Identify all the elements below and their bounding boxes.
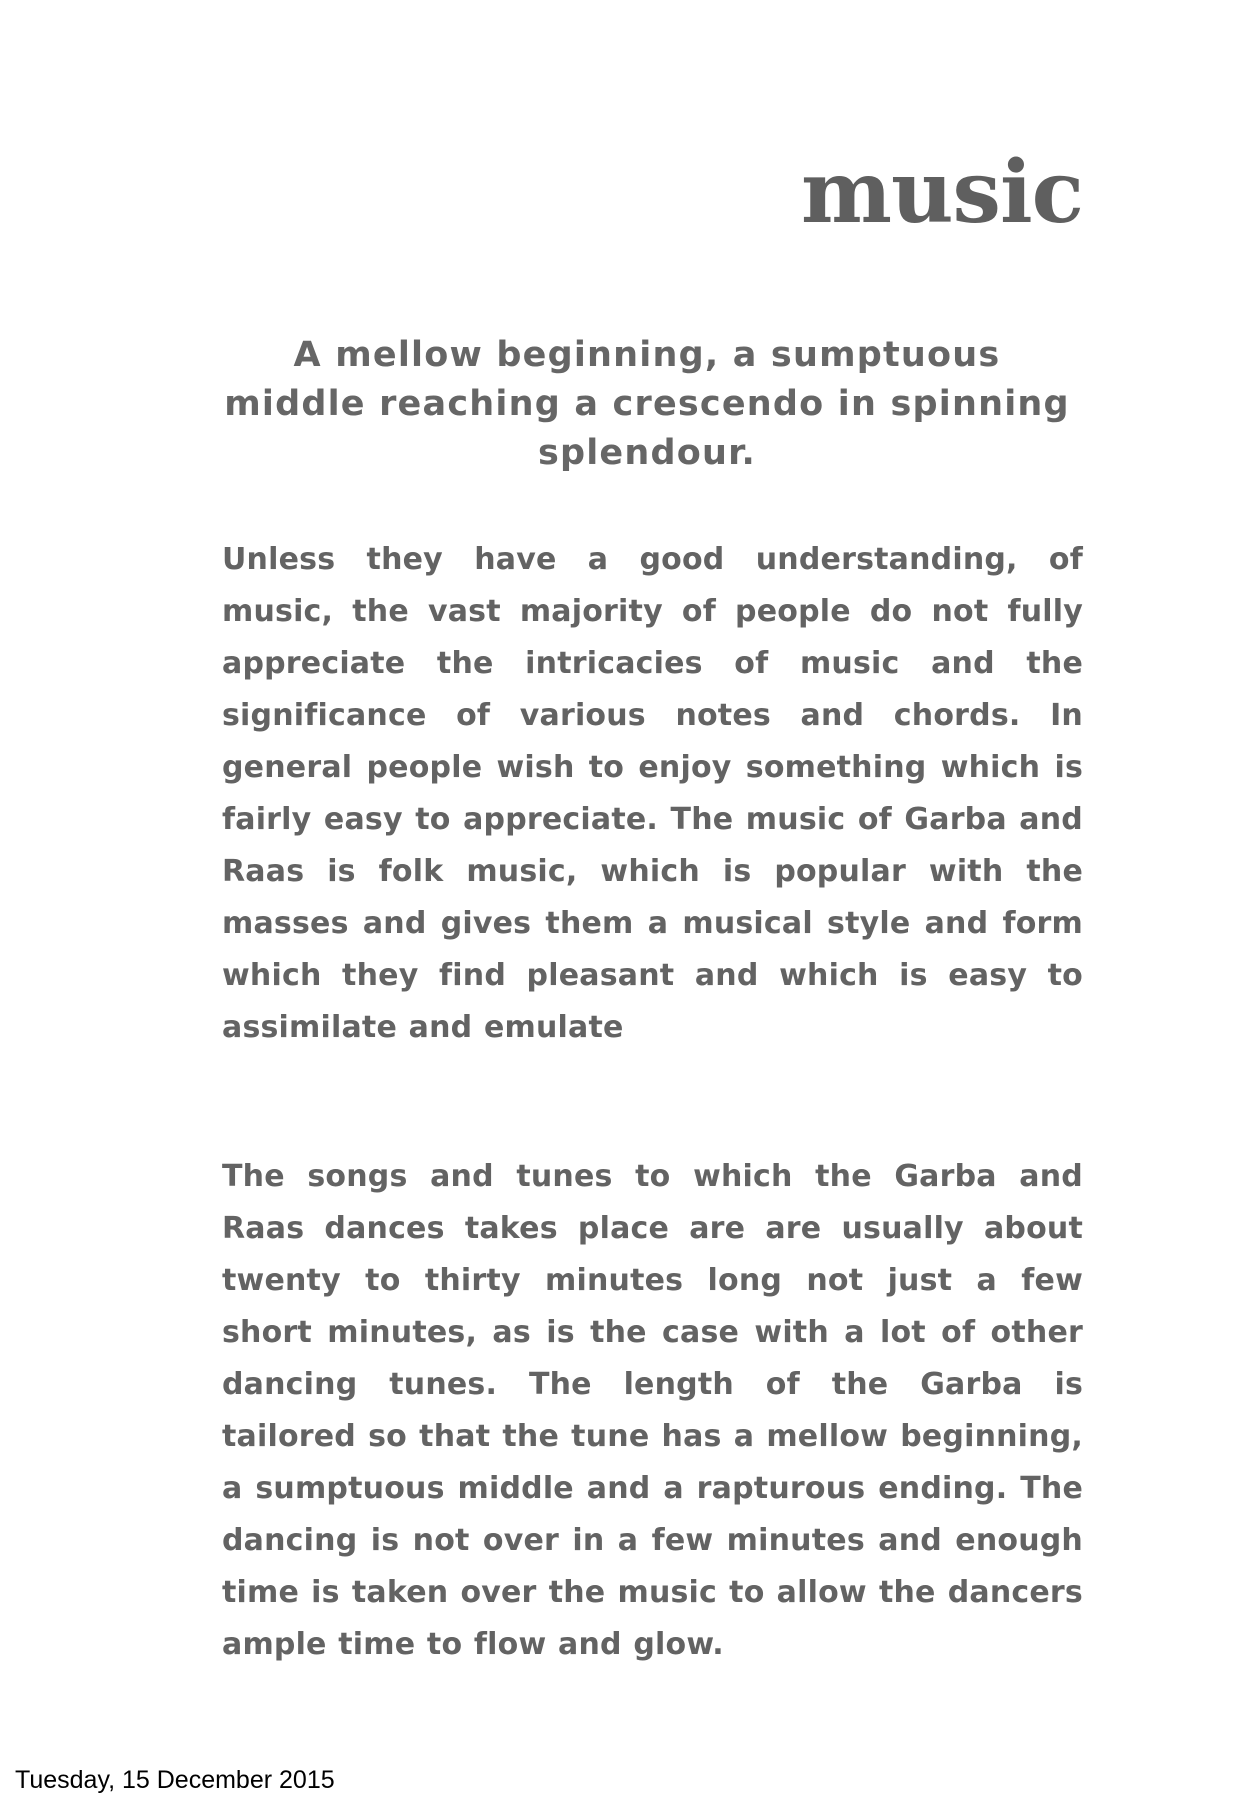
page-subtitle: A mellow beginning, a sumptuous middle reaching a crescendo in spinning splendour. bbox=[224, 335, 1070, 473]
body-paragraph-2: The songs and tunes to which the Garba and Raas dances takes place are are usually about twenty to thirty minutes long not just a few short minutes, as is the case with a lot of other dancing tunes. The length of the Garba is tailored so that the tune has a mellow beginning, a sumptuous middle and a rapturous ending. The dancing is not over in a few minutes and enough time is taken over the music to allow the dancers ample time to flow and glow. bbox=[222, 1159, 1083, 1662]
body-paragraph-1: Unless they have a good understanding, of music, the vast majority of people do not fully appreciate the intricacies of music and the significance of various notes and chords. In general people wish to enjoy something which is fairly easy to appreciate. The music of Garba and Raas is folk music, which is popular with the masses and gives them a musical style and form which they find pleasant and which is easy to assimilate and emulate bbox=[222, 542, 1083, 1045]
footer-date: Tuesday, 15 December 2015 bbox=[15, 1766, 335, 1794]
page-title: music bbox=[801, 142, 1083, 243]
